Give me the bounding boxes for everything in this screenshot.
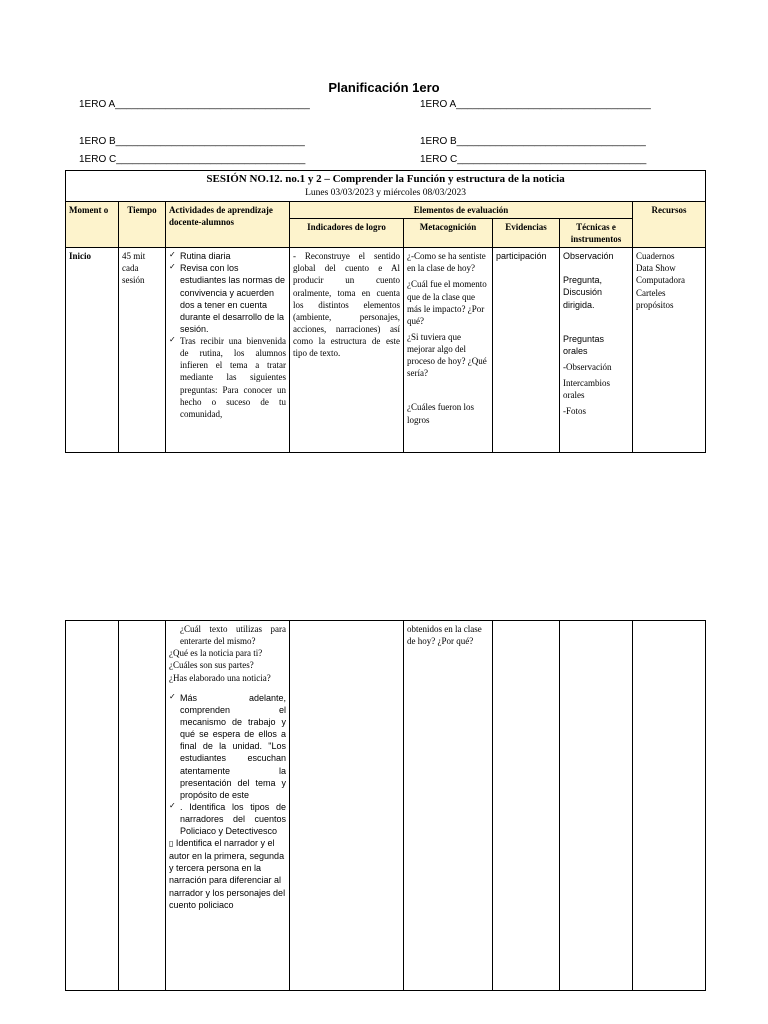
technique: Pregunta, Discusión dirigida.: [563, 275, 603, 310]
cell-evidencias: participación: [493, 248, 560, 453]
cell-evidencias-cont: [493, 621, 560, 991]
activity-item: ✓ Tras recibir una bienvenida de rutina, los alumnos infieren el tema a tratar mediante las siguientes preguntas: Para conocer un hecho o suceso de tu comunidad,: [169, 335, 286, 420]
class-line-c-left: 1ERO C__________________________________: [79, 154, 306, 165]
meta-question: ¿-Como se ha sentiste en la clase de hoy?: [407, 251, 486, 274]
cell-momento: Inicio: [66, 248, 119, 453]
cell-recursos: [633, 248, 706, 453]
technique: -Fotos: [563, 406, 587, 417]
cell-tecnicas: [560, 248, 633, 453]
session-title: SESIÓN NO.12. no.1 y 2 – Comprender la Función y estructura de la noticia: [206, 173, 565, 185]
cell-metacognicion-cont: obtenidos en la clase de hoy? ¿Por qué?: [404, 621, 493, 991]
class-line-a-right: 1ERO A___________________________________: [420, 99, 651, 110]
col-momento: Moment o: [66, 201, 119, 247]
resource-item: Cuadernos: [636, 251, 675, 262]
class-line-a-left: 1ERO A___________________________________: [79, 99, 310, 110]
col-recursos: Recursos: [633, 201, 706, 247]
activity-tail: [169, 837, 286, 911]
cell-indicadores-cont: [290, 621, 404, 991]
planning-table-continued: [65, 620, 706, 991]
question-line: ¿Has elaborado una noticia?: [169, 672, 271, 683]
meta-question: ¿Si tuviera que mejorar algo del proceso de hoy? ¿Qué sería?: [407, 331, 487, 379]
class-line-b-right: 1ERO B__________________________________: [420, 136, 646, 147]
page-title: Planificación 1ero: [328, 80, 440, 95]
activity-item: ✓ Revisa con los estudiantes las normas de convivencia y acuerden dos a tener en cuenta durante el desarrollo de la sesión.: [169, 262, 286, 335]
activity-item: ✓ Rutina diaria: [169, 250, 286, 262]
cell-tiempo: 45 mit cada sesión: [119, 248, 166, 453]
activity-question: ¿Cuál texto utilizas para enterarte del mismo?: [180, 624, 286, 647]
col-indicadores: Indicadores de logro: [290, 218, 404, 247]
technique: Intercambios orales: [563, 378, 610, 401]
cell-actividades-cont: [166, 621, 290, 991]
resource-item: Carteles propósitos: [636, 287, 674, 310]
activity-item: ✓ . Identifica los tipos de narradores del cuentos Policiaco y Detectivesco: [169, 801, 286, 837]
cell-tiempo-cont: [119, 621, 166, 991]
col-tecnicas: Técnicas e instrumentos: [560, 218, 633, 247]
missing-glyph-icon: ▯: [169, 839, 174, 849]
resource-item: Computadora: [636, 275, 685, 286]
session-dates: Lunes 03/03/2023 y miércoles 08/03/2023: [305, 187, 467, 198]
question-line: ¿Cuáles son sus partes?: [169, 660, 254, 671]
activity-item: ✓ Más adelante, comprenden el mecanismo de trabajo y qué se espera de ellos a final de la unidad. "Los estudiantes escuchan atentamente la presentación del tema y propósito de este: [169, 692, 286, 801]
cell-tecnicas-cont: [560, 621, 633, 991]
technique: Preguntas orales: [563, 333, 605, 356]
meta-question: ¿Cuál fue el momento que de la clase que más le impacto? ¿Por qué?: [407, 279, 487, 326]
col-metacognicion: Metacognición: [404, 218, 493, 247]
col-actividades: Actividades de aprendizaje docente-alumnos: [166, 201, 290, 247]
question-line: ¿Qué es la noticia para ti?: [169, 648, 263, 659]
cell-momento-cont: [66, 621, 119, 991]
resource-item: Data Show: [636, 263, 676, 274]
cell-recursos-cont: [633, 621, 706, 991]
class-line-b-left: 1ERO B__________________________________: [79, 136, 305, 147]
col-evidencias: Evidencias: [493, 218, 560, 247]
technique: -Observación: [563, 361, 612, 372]
planning-table: [65, 170, 706, 453]
cell-indicadores: - Reconstruye el sentido global del cuento e Al producir un cuento oralmente, toma en cuenta los distintos elementos (ambiente, personajes, acciones, narraciones) así como la estructura de este tipo de texto.: [290, 248, 404, 453]
cell-metacognicion: [404, 248, 493, 453]
col-elementos: Elementos de evaluación: [290, 201, 633, 218]
class-line-c-right: 1ERO C__________________________________: [420, 154, 647, 165]
meta-question: ¿Cuáles fueron los logros: [407, 402, 474, 425]
technique: Observación: [563, 251, 614, 262]
col-tiempo: Tiempo: [119, 201, 166, 247]
activity-tail-text: Identifica el narrador y el autor en la primera, segunda y tercera persona en la narración para diferenciar al narrador y los personajes del cuento policiaco: [169, 838, 286, 910]
cell-actividades: [166, 248, 290, 453]
